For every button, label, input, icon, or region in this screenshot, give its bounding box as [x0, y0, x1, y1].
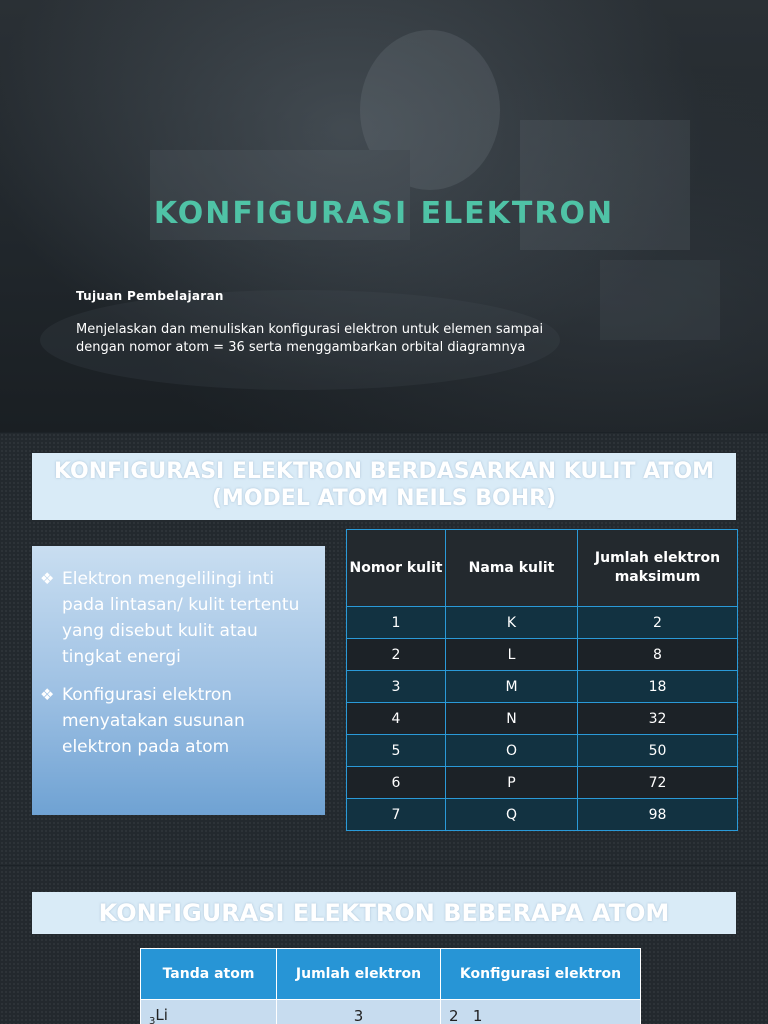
- table-header-row: [347, 530, 738, 607]
- table-cell: 98: [578, 799, 738, 831]
- table-cell: N: [446, 703, 578, 735]
- table-cell: P: [446, 767, 578, 799]
- table-header-row: [141, 949, 641, 1000]
- table-row: [141, 1000, 641, 1024]
- table-cell: M: [446, 671, 578, 703]
- table-cell: Q: [446, 799, 578, 831]
- table-cell: 2: [347, 639, 446, 671]
- table-cell: 18: [578, 671, 738, 703]
- table-cell: 7: [347, 799, 446, 831]
- table-cell: 32: [578, 703, 738, 735]
- table-cell: 72: [578, 767, 738, 799]
- banner-line-2: (MODEL ATOM NEILS BOHR): [211, 486, 557, 511]
- table-row: [347, 671, 738, 703]
- bohr-model-slide: [0, 433, 768, 865]
- banner-line-1: KONFIGURASI ELEKTRON BERDASARKAN KULIT ATOM: [53, 459, 715, 484]
- table-cell: L: [446, 639, 578, 671]
- table-cell: 6: [347, 767, 446, 799]
- bullet-item: [40, 566, 315, 670]
- table-cell: 2 1: [441, 1000, 641, 1024]
- table-row: [347, 735, 738, 767]
- column-header: Jumlah elektron maksimum: [578, 530, 738, 607]
- element-symbol: Li: [155, 1005, 168, 1024]
- shell-table: [346, 529, 738, 831]
- atom-table: [140, 948, 641, 1024]
- bullet-text: Konfigurasi elektron menyatakan susunan elektron pada atom: [62, 685, 245, 757]
- diamond-bullet-icon: ❖: [40, 569, 55, 588]
- table-row: [347, 607, 738, 639]
- atom-symbol-cell: [141, 1000, 277, 1024]
- table-cell: 2: [578, 607, 738, 639]
- table-cell: K: [446, 607, 578, 639]
- diamond-bullet-icon: ❖: [40, 685, 55, 704]
- table-cell: 4: [347, 703, 446, 735]
- table-row: [347, 767, 738, 799]
- column-header: Konfigurasi elektron: [441, 949, 641, 1000]
- column-header: Nomor kulit: [347, 530, 446, 607]
- table-cell: 5: [347, 735, 446, 767]
- table-row: [347, 799, 738, 831]
- bullet-box: [32, 546, 325, 815]
- column-header: Jumlah elektron: [277, 949, 441, 1000]
- learning-objective-text: Menjelaskan dan menuliskan konfigurasi elektron untuk elemen sampai dengan nomor atom = 36 serta menggambarkan orbital diagramnya: [76, 322, 544, 355]
- atomic-number: 3: [149, 1015, 156, 1024]
- title-slide: [0, 0, 768, 432]
- table-row: [347, 639, 738, 671]
- slide-banner: KONFIGURASI ELEKTRON BEBERAPA ATOM: [32, 892, 736, 934]
- slide-banner: [32, 453, 736, 520]
- learning-objective-heading: Tujuan Pembelajaran: [76, 289, 224, 303]
- atom-config-slide: [0, 866, 768, 1024]
- table-cell: 3: [347, 671, 446, 703]
- atom-symbol: [149, 1006, 168, 1024]
- column-header: Tanda atom: [141, 949, 277, 1000]
- bullet-item: [40, 682, 315, 760]
- table-cell: 50: [578, 735, 738, 767]
- table-row: [347, 703, 738, 735]
- table-cell: 8: [578, 639, 738, 671]
- table-cell: 1: [347, 607, 446, 639]
- bullet-text: Elektron mengelilingi inti pada lintasan/ kulit tertentu yang disebut kulit atau tingkat energi: [62, 569, 300, 667]
- column-header: Nama kulit: [446, 530, 578, 607]
- table-cell: 3: [277, 1000, 441, 1024]
- slide-title: KONFIGURASI ELEKTRON: [153, 196, 615, 231]
- table-cell: O: [446, 735, 578, 767]
